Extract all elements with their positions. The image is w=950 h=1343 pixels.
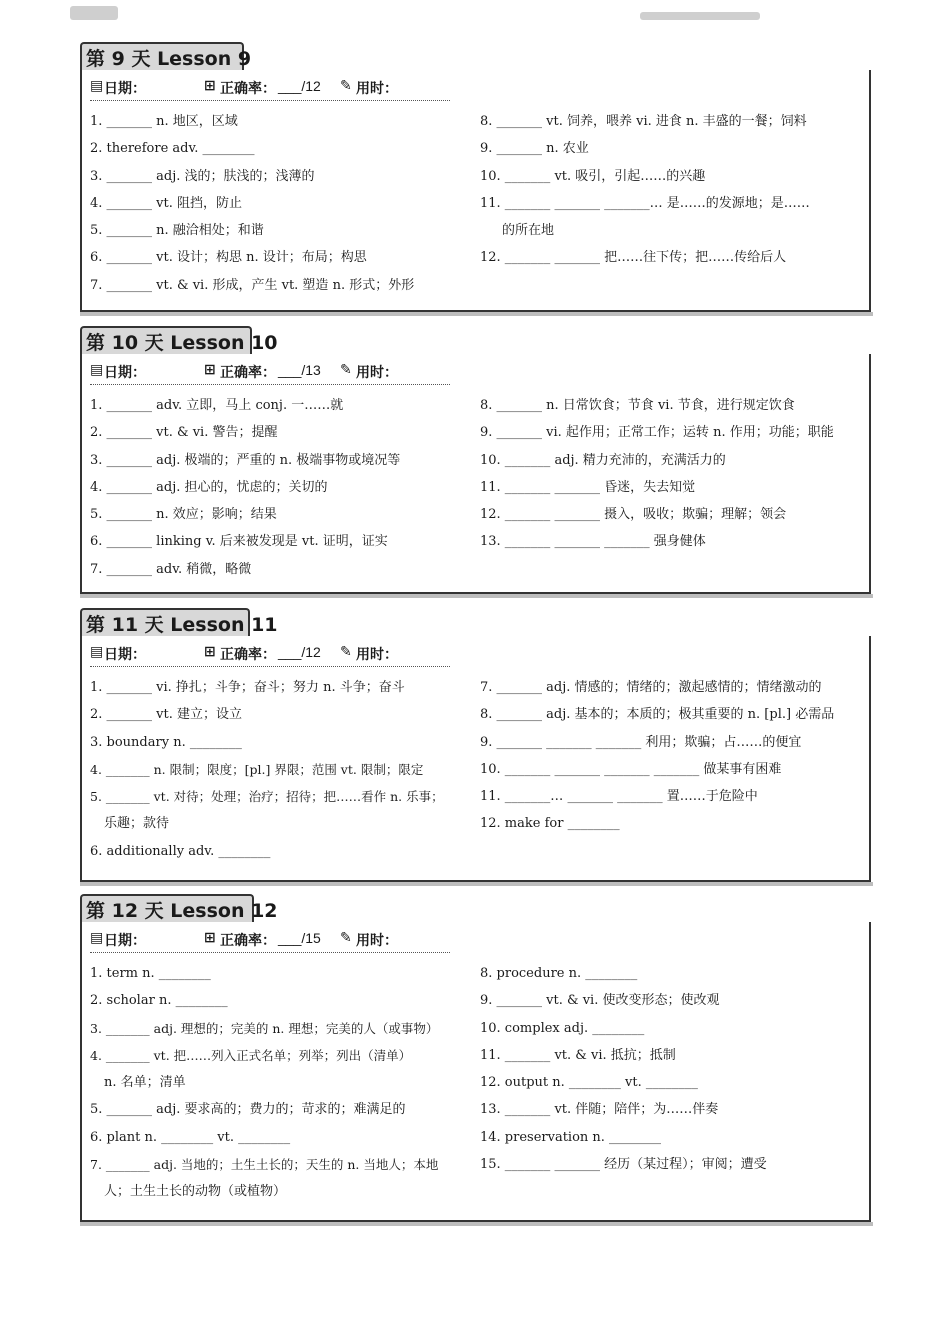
lesson-title-tab: 第 10 天 Lesson 10 xyxy=(80,326,252,356)
vocab-item-continued: 乐趣；款待 xyxy=(104,816,170,832)
vocab-item: 1. _______ n. 地区，区域 xyxy=(90,114,238,129)
accuracy-label: 正确率： xyxy=(220,647,276,663)
vocab-item: 10. _______ vt. 吸引，引起……的兴趣 xyxy=(480,168,706,184)
calendar-icon: ▤ xyxy=(90,930,104,946)
vocab-item: 3. _______ adj. 浅的；肤浅的；浅薄的 xyxy=(90,168,315,184)
vocab-item: 10. complex adj. ________ xyxy=(480,1020,645,1036)
pen-icon: ✎ xyxy=(340,930,352,946)
vocab-item: 3. _______ adj. 理想的；完美的 n. 理想；完美的人（或事物） xyxy=(90,1020,439,1036)
time-label: 用时： xyxy=(356,81,398,97)
vocab-item: 4. _______ vt. 把……列入正式名单；列举；列出（清单） xyxy=(90,1047,412,1063)
vocab-item: 2. _______ vt. & vi. 警告；提醒 xyxy=(90,425,278,441)
vocab-item-continued: 人；土生土长的动物（或植物） xyxy=(104,1184,287,1200)
pen-icon: ✎ xyxy=(340,644,352,660)
vocab-item: 6. plant n. ________ vt. ________ xyxy=(90,1129,291,1145)
vocab-item: 9. _______ vt. & vi. 使改变形态；使改观 xyxy=(480,993,720,1009)
progress-header xyxy=(90,76,450,101)
lesson-title-tab: 第 11 天 Lesson 11 xyxy=(80,608,250,638)
left-column xyxy=(90,108,462,299)
vocab-item: 11. _______ _______ _______… 是……的发源地；是…… xyxy=(480,195,810,211)
grid-icon: ⊞ xyxy=(204,78,216,94)
vocab-item: 3. boundary n. ________ xyxy=(90,734,242,750)
vocab-item: 2. scholar n. ________ xyxy=(90,993,228,1009)
vocab-item-continued: n. 名单；清单 xyxy=(104,1075,186,1091)
vocab-item: 10. _______ adj. 精力充沛的，充满活力的 xyxy=(480,452,726,468)
vocab-item: 4. _______ adj. 担心的，忧虑的；关切的 xyxy=(90,479,328,495)
right-column xyxy=(480,108,860,272)
vocab-item: 12. make for ________ xyxy=(480,816,620,832)
date-label: 日期： xyxy=(104,81,146,97)
vocab-item: 2. therefore adv. ________ xyxy=(90,141,255,157)
lesson-title-tab: 第 12 天 Lesson 12 xyxy=(80,894,254,924)
accuracy-label: 正确率： xyxy=(220,81,276,97)
right-column xyxy=(480,674,860,838)
left-column xyxy=(90,960,462,1206)
lesson-11-section xyxy=(80,608,871,882)
pen-icon: ✎ xyxy=(340,362,352,378)
vocab-item: 12. _______ _______ 摄入，吸收；欺骗；理解；领会 xyxy=(480,507,787,523)
vocab-item: 10. _______ _______ _______ _______ 做某事有困难 xyxy=(480,761,782,777)
vocab-item: 14. preservation n. ________ xyxy=(480,1129,662,1145)
date-label: 日期： xyxy=(104,933,146,949)
accuracy-value: ___/12 xyxy=(278,644,321,660)
left-column xyxy=(90,392,462,583)
vocab-item: 12. _______ _______ 把……往下传；把……传给后人 xyxy=(480,250,787,266)
vocab-item: 15. _______ _______ 经历（某过程）；审阅；遭受 xyxy=(480,1157,767,1173)
lesson-9-section xyxy=(80,42,871,312)
vocab-item: 6. _______ vt. 设计；构思 n. 设计；布局；构思 xyxy=(90,250,367,266)
time-label: 用时： xyxy=(356,365,398,381)
vocab-item: 7. _______ vt. & vi. 形成，产生 vt. 塑造 n. 形式；外形 xyxy=(90,277,415,293)
vocab-item: 9. _______ n. 农业 xyxy=(480,141,589,157)
vocab-item: 11. _______ _______ 昏迷，失去知觉 xyxy=(480,479,696,495)
date-label: 日期： xyxy=(104,647,146,663)
lesson-12-section xyxy=(80,894,871,1222)
lesson-box xyxy=(80,922,871,1222)
vocab-item: 6. additionally adv. ________ xyxy=(90,843,271,859)
vocab-item: 13. _______ _______ _______ 强身健体 xyxy=(480,534,706,550)
grid-icon: ⊞ xyxy=(204,362,216,378)
vocab-item: 1. _______ vi. 挣扎；斗争；奋斗；努力 n. 斗争；奋斗 xyxy=(90,680,405,695)
vocab-item: 5. _______ vt. 对待；处理；治疗；招待；把……看作 n. 乐事； xyxy=(90,789,444,805)
vocab-item: 11. _______ vt. & vi. 抵抗；抵制 xyxy=(480,1047,676,1063)
vocab-item: 11. _______… _______ _______ 置……于危险中 xyxy=(480,789,758,805)
vocab-item: 4. _______ n. 限制；限度；[pl.] 界限；范围 vt. 限制；限定 xyxy=(90,761,424,777)
progress-header xyxy=(90,928,450,953)
right-column xyxy=(480,392,860,556)
lesson-title-tab: 第 9 天 Lesson 9 xyxy=(80,42,244,72)
grid-icon: ⊞ xyxy=(204,930,216,946)
vocab-item: 8. procedure n. ________ xyxy=(480,966,638,981)
vocab-item: 7. _______ adj. 情感的；情绪的；激起感情的；情绪激动的 xyxy=(480,680,822,695)
date-label: 日期： xyxy=(104,365,146,381)
vocab-item: 3. _______ adj. 极端的；严重的 n. 极端事物或境况等 xyxy=(90,452,401,468)
vocab-item: 8. _______ vt. 饲养，喂养 vi. 进食 n. 丰盛的一餐；饲料 xyxy=(480,114,807,129)
vocab-item-continued: 的所在地 xyxy=(502,223,555,239)
progress-header xyxy=(90,360,450,385)
lesson-box xyxy=(80,70,871,312)
vocab-item: 13. _______ vt. 伴随；陪伴；为……伴奏 xyxy=(480,1102,719,1118)
vocab-item: 6. _______ linking v. 后来被发现是 vt. 证明，证实 xyxy=(90,534,388,550)
vocab-item: 4. _______ vt. 阻挡，防止 xyxy=(90,195,243,211)
vocab-item: 12. output n. ________ vt. ________ xyxy=(480,1075,698,1091)
right-column xyxy=(480,960,860,1178)
vocab-item: 8. _______ n. 日常饮食；节食 vi. 节食，进行规定饮食 xyxy=(480,398,795,413)
vocab-item: 9. _______ vi. 起作用；正常工作；运转 n. 作用；功能；职能 xyxy=(480,425,834,441)
calendar-icon: ▤ xyxy=(90,78,104,94)
left-column xyxy=(90,674,462,865)
vocab-item: 5. _______ n. 融洽相处；和谐 xyxy=(90,223,264,239)
vocab-item: 2. _______ vt. 建立；设立 xyxy=(90,707,243,723)
scan-smudge-left xyxy=(70,6,118,20)
vocab-item: 7. _______ adj. 当地的；土生土长的；天生的 n. 当地人；本地 xyxy=(90,1157,439,1173)
lesson-box xyxy=(80,636,871,882)
accuracy-label: 正确率： xyxy=(220,365,276,381)
vocab-item: 1. _______ adv. 立即，马上 conj. 一……就 xyxy=(90,398,344,413)
progress-header xyxy=(90,642,450,667)
time-label: 用时： xyxy=(356,647,398,663)
lesson-10-section xyxy=(80,326,871,594)
accuracy-value: ___/13 xyxy=(278,362,321,378)
lesson-box xyxy=(80,354,871,594)
accuracy-value: ___/12 xyxy=(278,78,321,94)
pen-icon: ✎ xyxy=(340,78,352,94)
grid-icon: ⊞ xyxy=(204,644,216,660)
calendar-icon: ▤ xyxy=(90,644,104,660)
scan-smudge-right xyxy=(640,12,760,20)
vocab-item: 7. _______ adv. 稍微，略微 xyxy=(90,561,252,577)
vocab-item: 5. _______ n. 效应；影响；结果 xyxy=(90,507,277,523)
vocab-item: 8. _______ adj. 基本的；本质的；极其重要的 n. [pl.] 必需品 xyxy=(480,707,835,723)
vocab-item: 5. _______ adj. 要求高的；费力的；苛求的；难满足的 xyxy=(90,1102,406,1118)
accuracy-label: 正确率： xyxy=(220,933,276,949)
time-label: 用时： xyxy=(356,933,398,949)
accuracy-value: ___/15 xyxy=(278,930,321,946)
vocab-item: 1. term n. ________ xyxy=(90,966,211,981)
calendar-icon: ▤ xyxy=(90,362,104,378)
vocab-item: 9. _______ _______ _______ 利用；欺骗；占……的便宜 xyxy=(480,734,802,750)
